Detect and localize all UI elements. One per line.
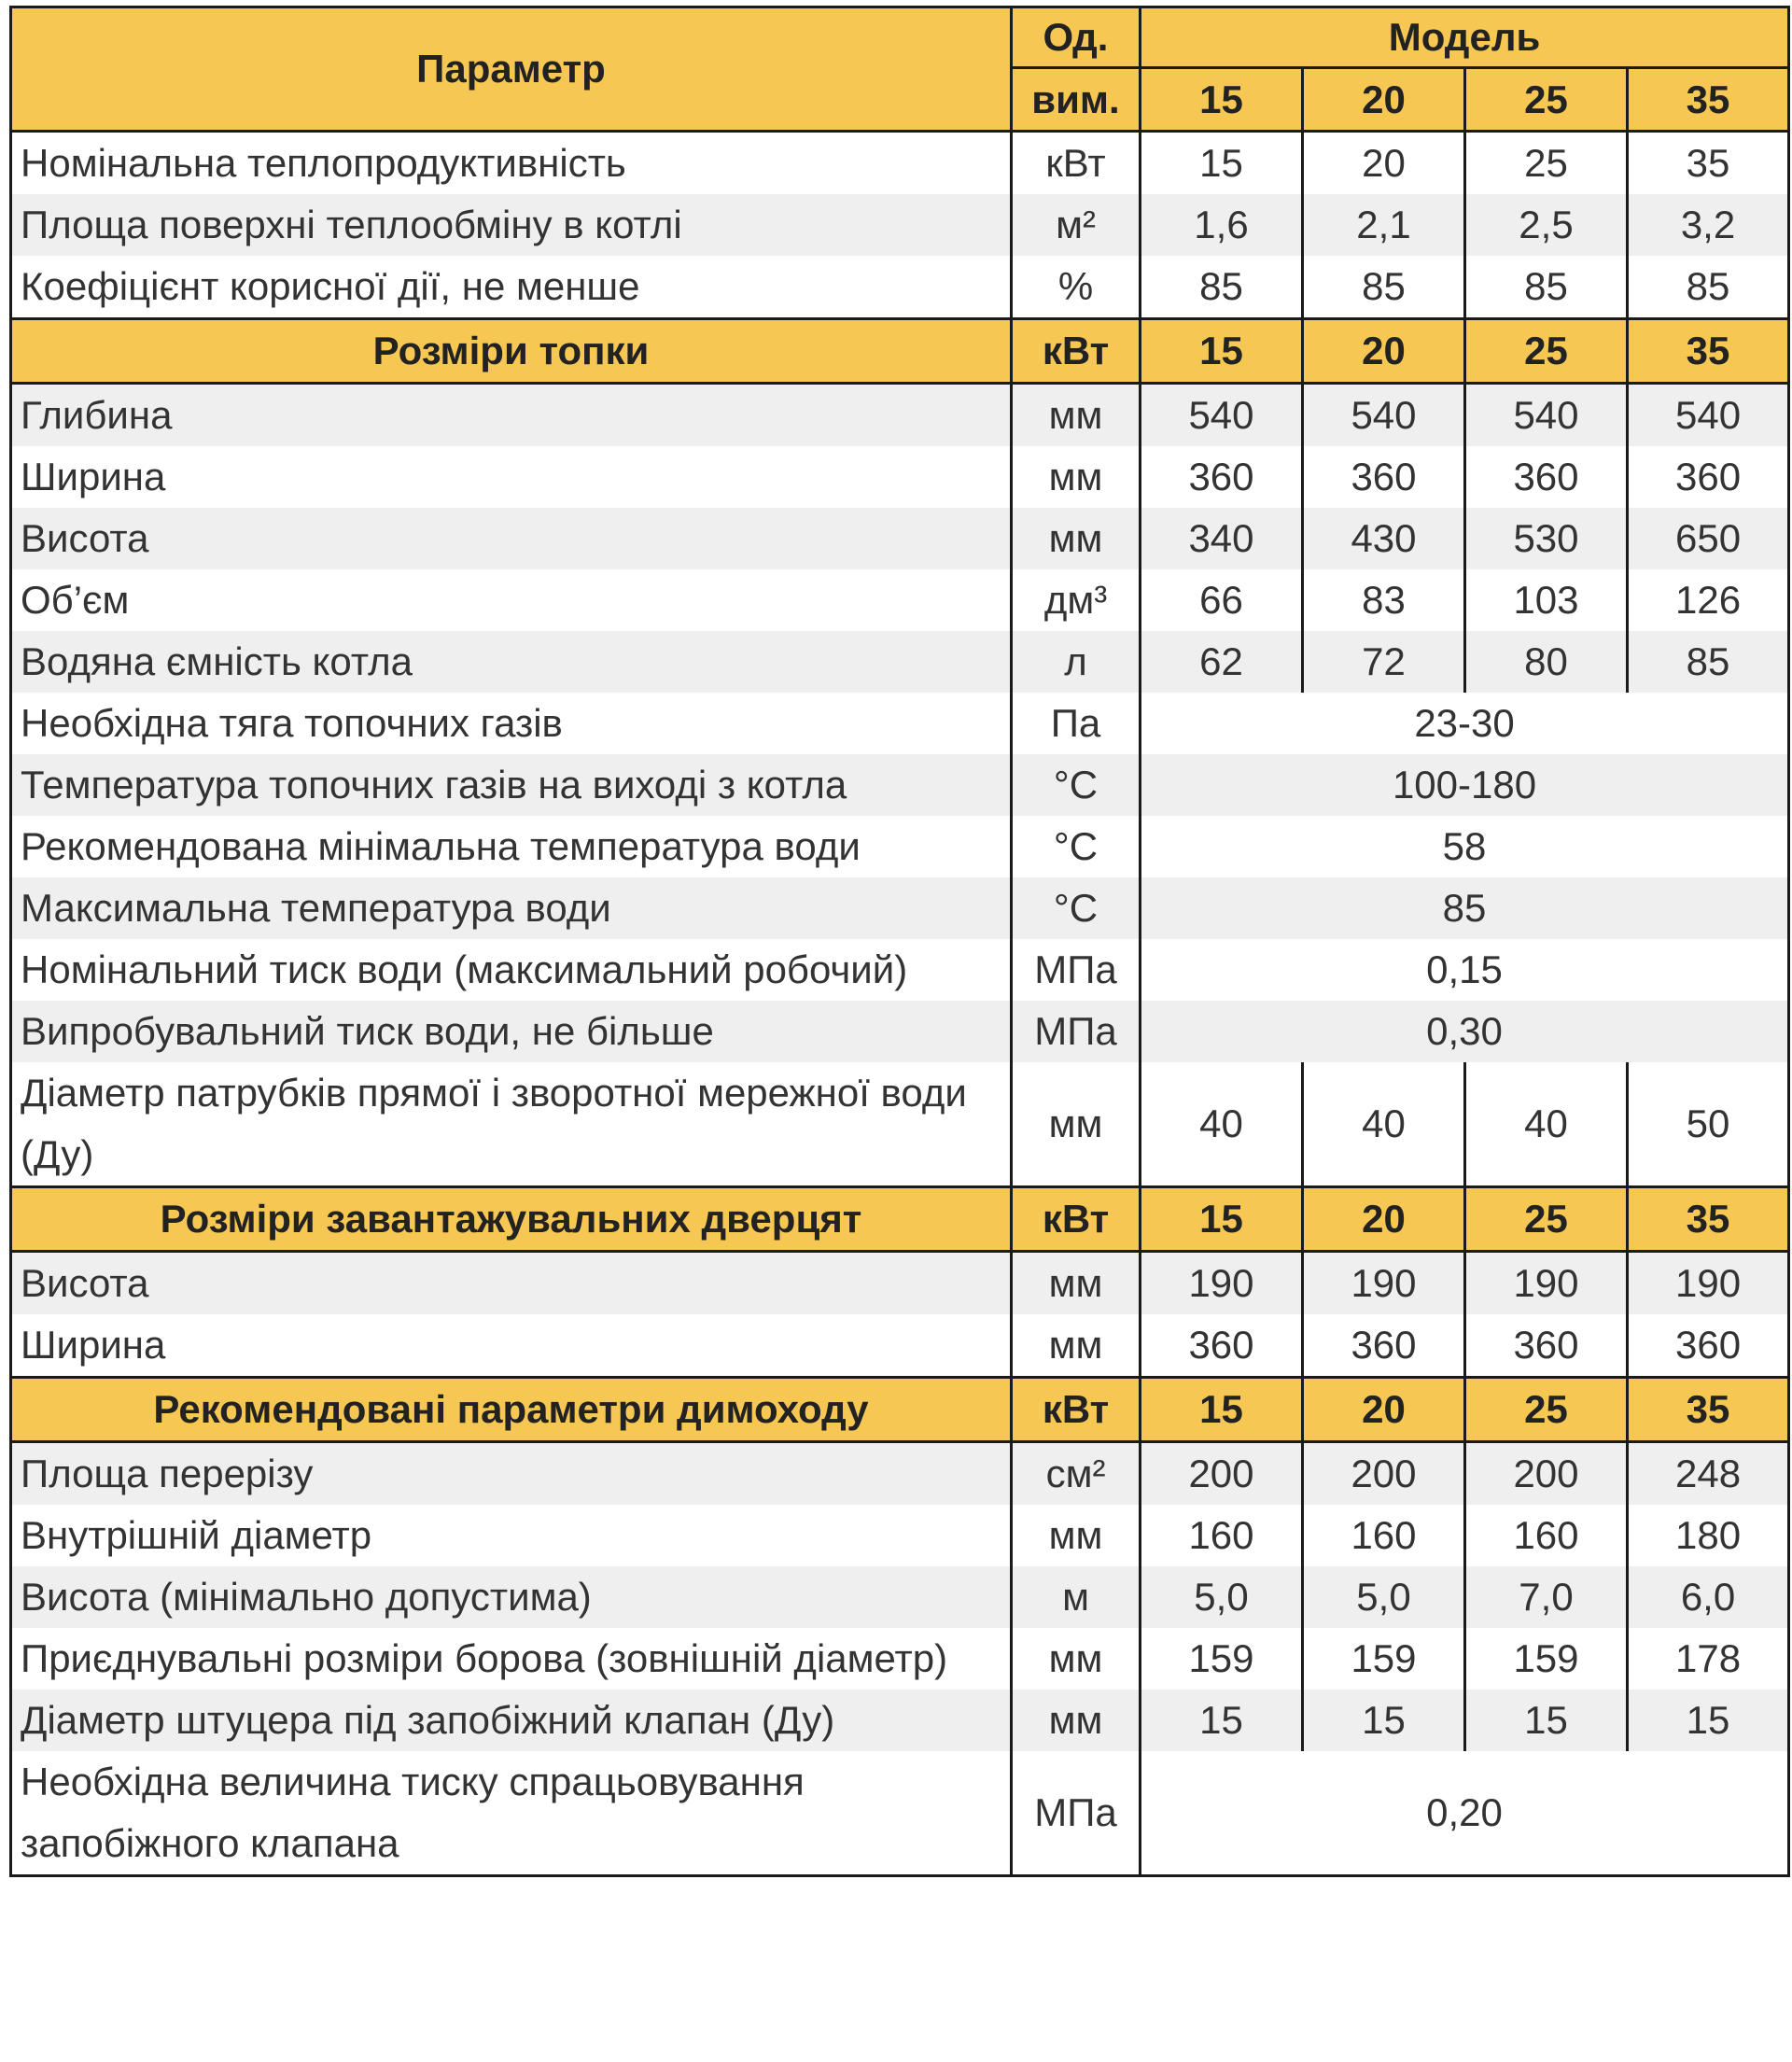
value-cell: 85 bbox=[1628, 631, 1789, 693]
unit-cell: м² bbox=[1012, 194, 1141, 256]
model-column-header: Модель bbox=[1141, 7, 1789, 68]
value-cell: 530 bbox=[1465, 508, 1628, 569]
value-cell: 35 bbox=[1628, 319, 1789, 384]
value-cell: 85 bbox=[1303, 256, 1465, 319]
value-cell: 160 bbox=[1465, 1505, 1628, 1566]
value-cell: 85 bbox=[1465, 256, 1628, 319]
merged-value-cell: 100-180 bbox=[1141, 754, 1789, 816]
value-cell: 190 bbox=[1303, 1252, 1465, 1315]
param-cell: Площа поверхні теплообміну в котлі bbox=[11, 194, 1012, 256]
unit-cell: мм bbox=[1012, 1252, 1141, 1315]
table-row bbox=[11, 877, 1789, 939]
unit-cell: °С bbox=[1012, 877, 1141, 939]
model-header-15: 15 bbox=[1141, 68, 1303, 132]
param-cell: Ширина bbox=[11, 1314, 1012, 1378]
value-cell: 15 bbox=[1141, 1690, 1303, 1751]
value-cell: 5,0 bbox=[1141, 1566, 1303, 1628]
table-row bbox=[11, 1690, 1789, 1751]
value-cell: 1,6 bbox=[1141, 194, 1303, 256]
unit-cell: мм bbox=[1012, 1314, 1141, 1378]
param-cell: Рекомендована мінімальна температура води bbox=[11, 816, 1012, 877]
value-cell: 15 bbox=[1141, 319, 1303, 384]
value-cell: 62 bbox=[1141, 631, 1303, 693]
value-cell: 160 bbox=[1303, 1505, 1465, 1566]
table-row bbox=[11, 446, 1789, 508]
unit-cell: °С bbox=[1012, 754, 1141, 816]
value-cell: 85 bbox=[1628, 256, 1789, 319]
unit-cell: МПа bbox=[1012, 1751, 1141, 1876]
merged-value-cell: 23-30 bbox=[1141, 693, 1789, 754]
unit-cell: л bbox=[1012, 631, 1141, 693]
value-cell: 15 bbox=[1465, 1690, 1628, 1751]
param-cell: Глибина bbox=[11, 384, 1012, 447]
param-cell: Максимальна температура води bbox=[11, 877, 1012, 939]
section-header-row bbox=[11, 1378, 1789, 1442]
table-row bbox=[11, 1001, 1789, 1062]
table-row bbox=[11, 754, 1789, 816]
param-cell: Діаметр патрубків прямої і зворотної мережної води (Ду) bbox=[11, 1062, 1012, 1187]
merged-value-cell: 0,15 bbox=[1141, 939, 1789, 1001]
unit-cell: кВт bbox=[1012, 132, 1141, 195]
value-cell: 200 bbox=[1141, 1442, 1303, 1506]
value-cell: 72 bbox=[1303, 631, 1465, 693]
value-cell: 178 bbox=[1628, 1628, 1789, 1690]
table-row bbox=[11, 693, 1789, 754]
table-row bbox=[11, 1566, 1789, 1628]
value-cell: 430 bbox=[1303, 508, 1465, 569]
value-cell: 190 bbox=[1141, 1252, 1303, 1315]
value-cell: 15 bbox=[1303, 1690, 1465, 1751]
unit-column-header-bottom: вим. bbox=[1012, 68, 1141, 132]
table-row bbox=[11, 1505, 1789, 1566]
unit-cell: мм bbox=[1012, 384, 1141, 447]
value-cell: 35 bbox=[1628, 132, 1789, 195]
value-cell: 15 bbox=[1628, 1690, 1789, 1751]
param-cell: Внутрішній діаметр bbox=[11, 1505, 1012, 1566]
table-row bbox=[11, 256, 1789, 319]
value-cell: 35 bbox=[1628, 1378, 1789, 1442]
table-row bbox=[11, 1252, 1789, 1315]
table-row bbox=[11, 384, 1789, 447]
value-cell: 2,5 bbox=[1465, 194, 1628, 256]
value-cell: 540 bbox=[1141, 384, 1303, 447]
value-cell: 103 bbox=[1465, 569, 1628, 631]
value-cell: 6,0 bbox=[1628, 1566, 1789, 1628]
section-title: Рекомендовані параметри димоходу bbox=[11, 1378, 1012, 1442]
value-cell: 360 bbox=[1141, 1314, 1303, 1378]
unit-cell: мм bbox=[1012, 1628, 1141, 1690]
value-cell: 83 bbox=[1303, 569, 1465, 631]
value-cell: 25 bbox=[1465, 319, 1628, 384]
value-cell: 200 bbox=[1303, 1442, 1465, 1506]
value-cell: 35 bbox=[1628, 1187, 1789, 1252]
value-cell: 340 bbox=[1141, 508, 1303, 569]
value-cell: 540 bbox=[1628, 384, 1789, 447]
table-row bbox=[11, 631, 1789, 693]
value-cell: 50 bbox=[1628, 1062, 1789, 1187]
unit-cell: кВт bbox=[1012, 1187, 1141, 1252]
table-row bbox=[11, 1751, 1789, 1876]
param-cell: Висота (мінімально допустима) bbox=[11, 1566, 1012, 1628]
value-cell: 20 bbox=[1303, 319, 1465, 384]
table-row bbox=[11, 816, 1789, 877]
table-row bbox=[11, 939, 1789, 1001]
value-cell: 190 bbox=[1628, 1252, 1789, 1315]
value-cell: 40 bbox=[1465, 1062, 1628, 1187]
table-row bbox=[11, 1314, 1789, 1378]
param-cell: Ширина bbox=[11, 446, 1012, 508]
param-cell: Температура топочних газів на виході з котла bbox=[11, 754, 1012, 816]
value-cell: 190 bbox=[1465, 1252, 1628, 1315]
value-cell: 20 bbox=[1303, 1378, 1465, 1442]
value-cell: 20 bbox=[1303, 1187, 1465, 1252]
value-cell: 20 bbox=[1303, 132, 1465, 195]
unit-cell: кВт bbox=[1012, 319, 1141, 384]
table-row bbox=[11, 194, 1789, 256]
param-cell: Об’єм bbox=[11, 569, 1012, 631]
value-cell: 650 bbox=[1628, 508, 1789, 569]
unit-cell: дм³ bbox=[1012, 569, 1141, 631]
value-cell: 126 bbox=[1628, 569, 1789, 631]
value-cell: 80 bbox=[1465, 631, 1628, 693]
value-cell: 200 bbox=[1465, 1442, 1628, 1506]
value-cell: 360 bbox=[1628, 1314, 1789, 1378]
unit-cell: МПа bbox=[1012, 1001, 1141, 1062]
value-cell: 248 bbox=[1628, 1442, 1789, 1506]
section-title: Розміри завантажувальних дверцят bbox=[11, 1187, 1012, 1252]
param-column-header: Параметр bbox=[11, 7, 1012, 132]
value-cell: 360 bbox=[1303, 446, 1465, 508]
spec-table bbox=[9, 6, 1790, 1877]
param-cell: Приєднувальні розміри борова (зовнішній діаметр) bbox=[11, 1628, 1012, 1690]
unit-cell: % bbox=[1012, 256, 1141, 319]
value-cell: 159 bbox=[1303, 1628, 1465, 1690]
value-cell: 180 bbox=[1628, 1505, 1789, 1566]
unit-cell: МПа bbox=[1012, 939, 1141, 1001]
model-header-20: 20 bbox=[1303, 68, 1465, 132]
unit-cell: мм bbox=[1012, 1062, 1141, 1187]
merged-value-cell: 0,20 bbox=[1141, 1751, 1789, 1876]
value-cell: 40 bbox=[1303, 1062, 1465, 1187]
value-cell: 160 bbox=[1141, 1505, 1303, 1566]
table-row bbox=[11, 1442, 1789, 1506]
param-cell: Висота bbox=[11, 508, 1012, 569]
value-cell: 360 bbox=[1303, 1314, 1465, 1378]
value-cell: 540 bbox=[1303, 384, 1465, 447]
unit-cell: кВт bbox=[1012, 1378, 1141, 1442]
value-cell: 2,1 bbox=[1303, 194, 1465, 256]
unit-cell: °С bbox=[1012, 816, 1141, 877]
value-cell: 360 bbox=[1141, 446, 1303, 508]
value-cell: 5,0 bbox=[1303, 1566, 1465, 1628]
value-cell: 85 bbox=[1141, 256, 1303, 319]
table-row bbox=[11, 1628, 1789, 1690]
value-cell: 7,0 bbox=[1465, 1566, 1628, 1628]
unit-cell: мм bbox=[1012, 1505, 1141, 1566]
section-header-row bbox=[11, 1187, 1789, 1252]
value-cell: 540 bbox=[1465, 384, 1628, 447]
merged-value-cell: 58 bbox=[1141, 816, 1789, 877]
value-cell: 40 bbox=[1141, 1062, 1303, 1187]
value-cell: 3,2 bbox=[1628, 194, 1789, 256]
param-cell: Необхідна тяга топочних газів bbox=[11, 693, 1012, 754]
param-cell: Необхідна величина тиску спрацьовування запобіжного клапана bbox=[11, 1751, 1012, 1876]
header-row-1 bbox=[11, 7, 1789, 68]
param-cell: Діаметр штуцера під запобіжний клапан (Ду) bbox=[11, 1690, 1012, 1751]
value-cell: 360 bbox=[1628, 446, 1789, 508]
value-cell: 360 bbox=[1465, 446, 1628, 508]
unit-cell: см² bbox=[1012, 1442, 1141, 1506]
section-header-row bbox=[11, 319, 1789, 384]
param-cell: Водяна ємність котла bbox=[11, 631, 1012, 693]
unit-cell: мм bbox=[1012, 508, 1141, 569]
value-cell: 360 bbox=[1465, 1314, 1628, 1378]
param-cell: Номінальна теплопродуктивність bbox=[11, 132, 1012, 195]
table-row bbox=[11, 508, 1789, 569]
unit-column-header-top: Од. bbox=[1012, 7, 1141, 68]
model-header-35: 35 bbox=[1628, 68, 1789, 132]
value-cell: 25 bbox=[1465, 1187, 1628, 1252]
param-cell: Номінальний тиск води (максимальний робочий) bbox=[11, 939, 1012, 1001]
unit-cell: мм bbox=[1012, 446, 1141, 508]
value-cell: 66 bbox=[1141, 569, 1303, 631]
value-cell: 15 bbox=[1141, 1187, 1303, 1252]
value-cell: 159 bbox=[1465, 1628, 1628, 1690]
unit-cell: мм bbox=[1012, 1690, 1141, 1751]
unit-cell: Па bbox=[1012, 693, 1141, 754]
param-cell: Випробувальний тиск води, не більше bbox=[11, 1001, 1012, 1062]
merged-value-cell: 0,30 bbox=[1141, 1001, 1789, 1062]
param-cell: Площа перерізу bbox=[11, 1442, 1012, 1506]
model-header-25: 25 bbox=[1465, 68, 1628, 132]
table-row bbox=[11, 569, 1789, 631]
unit-cell: м bbox=[1012, 1566, 1141, 1628]
section-title: Розміри топки bbox=[11, 319, 1012, 384]
table-row bbox=[11, 132, 1789, 195]
value-cell: 15 bbox=[1141, 132, 1303, 195]
value-cell: 25 bbox=[1465, 132, 1628, 195]
param-cell: Висота bbox=[11, 1252, 1012, 1315]
merged-value-cell: 85 bbox=[1141, 877, 1789, 939]
value-cell: 25 bbox=[1465, 1378, 1628, 1442]
value-cell: 159 bbox=[1141, 1628, 1303, 1690]
param-cell: Коефіцієнт корисної дії, не менше bbox=[11, 256, 1012, 319]
value-cell: 15 bbox=[1141, 1378, 1303, 1442]
table-row bbox=[11, 1062, 1789, 1187]
